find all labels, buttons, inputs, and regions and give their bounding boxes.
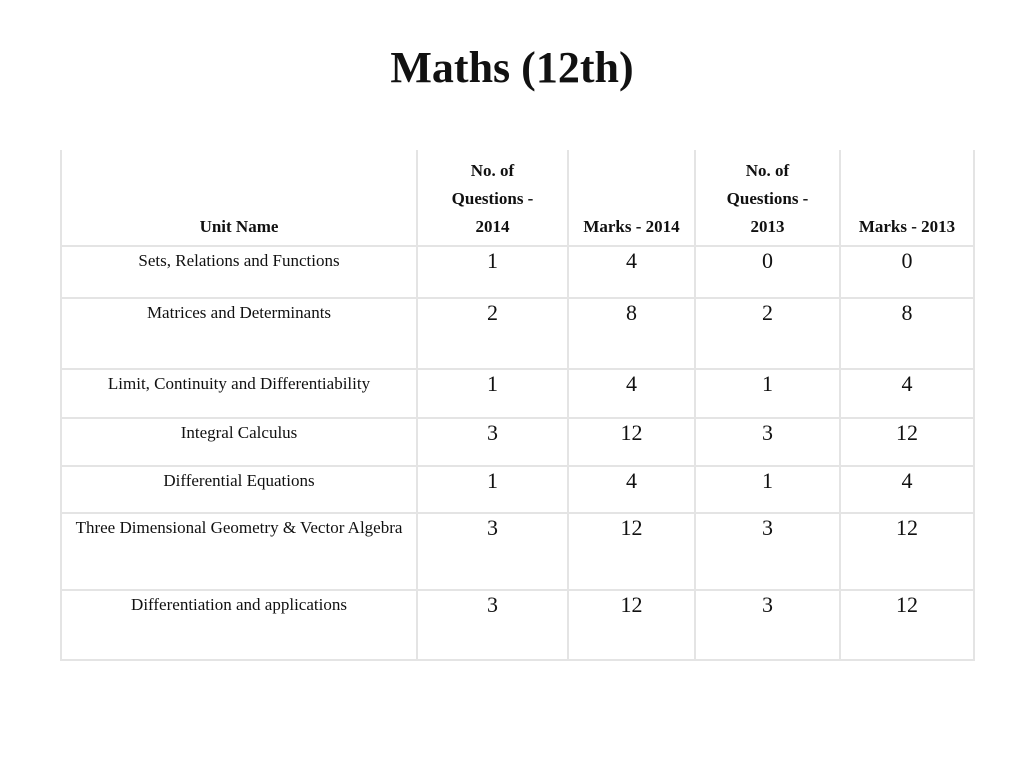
cell-marks-2014: 8 xyxy=(568,298,695,369)
cell-unit-name: Differential Equations xyxy=(61,466,417,513)
cell-marks-2014: 4 xyxy=(568,466,695,513)
cell-questions-2014: 3 xyxy=(417,513,568,590)
cell-unit-name: Differentiation and applications xyxy=(61,590,417,660)
cell-marks-2014: 4 xyxy=(568,246,695,298)
table-row xyxy=(61,246,974,298)
table-row xyxy=(61,590,974,660)
cell-unit-name: Integral Calculus xyxy=(61,418,417,466)
cell-questions-2013: 3 xyxy=(695,418,840,466)
cell-questions-2013: 3 xyxy=(695,513,840,590)
cell-marks-2013: 4 xyxy=(840,466,974,513)
cell-questions-2013: 1 xyxy=(695,369,840,418)
cell-questions-2014: 3 xyxy=(417,418,568,466)
cell-unit-name: Sets, Relations and Functions xyxy=(61,246,417,298)
page-title: Maths (12th) xyxy=(390,43,634,92)
table-row xyxy=(61,513,974,590)
header-questions-2013: No. of Questions - 2013 xyxy=(695,150,840,246)
table-row xyxy=(61,418,974,466)
cell-questions-2013: 0 xyxy=(695,246,840,298)
cell-unit-name: Three Dimensional Geometry & Vector Algebra xyxy=(61,513,417,590)
cell-questions-2014: 1 xyxy=(417,246,568,298)
cell-questions-2014: 2 xyxy=(417,298,568,369)
header-questions-2014: No. of Questions - 2014 xyxy=(417,150,568,246)
header-marks-2013: Marks - 2013 xyxy=(840,150,974,246)
header-unit-name: Unit Name xyxy=(61,150,417,246)
cell-questions-2013: 3 xyxy=(695,590,840,660)
header-marks-2014: Marks - 2014 xyxy=(568,150,695,246)
cell-marks-2013: 12 xyxy=(840,590,974,660)
table-row xyxy=(61,369,974,418)
cell-marks-2014: 12 xyxy=(568,513,695,590)
cell-questions-2014: 1 xyxy=(417,369,568,418)
cell-marks-2014: 12 xyxy=(568,418,695,466)
marks-table xyxy=(60,150,975,661)
cell-unit-name: Limit, Continuity and Differentiability xyxy=(61,369,417,418)
cell-marks-2014: 12 xyxy=(568,590,695,660)
cell-marks-2013: 4 xyxy=(840,369,974,418)
cell-marks-2013: 12 xyxy=(840,418,974,466)
cell-marks-2013: 0 xyxy=(840,246,974,298)
cell-questions-2013: 2 xyxy=(695,298,840,369)
table-header-row xyxy=(61,150,974,246)
table-row xyxy=(61,298,974,369)
cell-marks-2013: 8 xyxy=(840,298,974,369)
cell-unit-name: Matrices and Determinants xyxy=(61,298,417,369)
cell-questions-2014: 1 xyxy=(417,466,568,513)
cell-questions-2014: 3 xyxy=(417,590,568,660)
cell-questions-2013: 1 xyxy=(695,466,840,513)
table-row xyxy=(61,466,974,513)
cell-marks-2014: 4 xyxy=(568,369,695,418)
table-container xyxy=(60,150,973,661)
cell-marks-2013: 12 xyxy=(840,513,974,590)
